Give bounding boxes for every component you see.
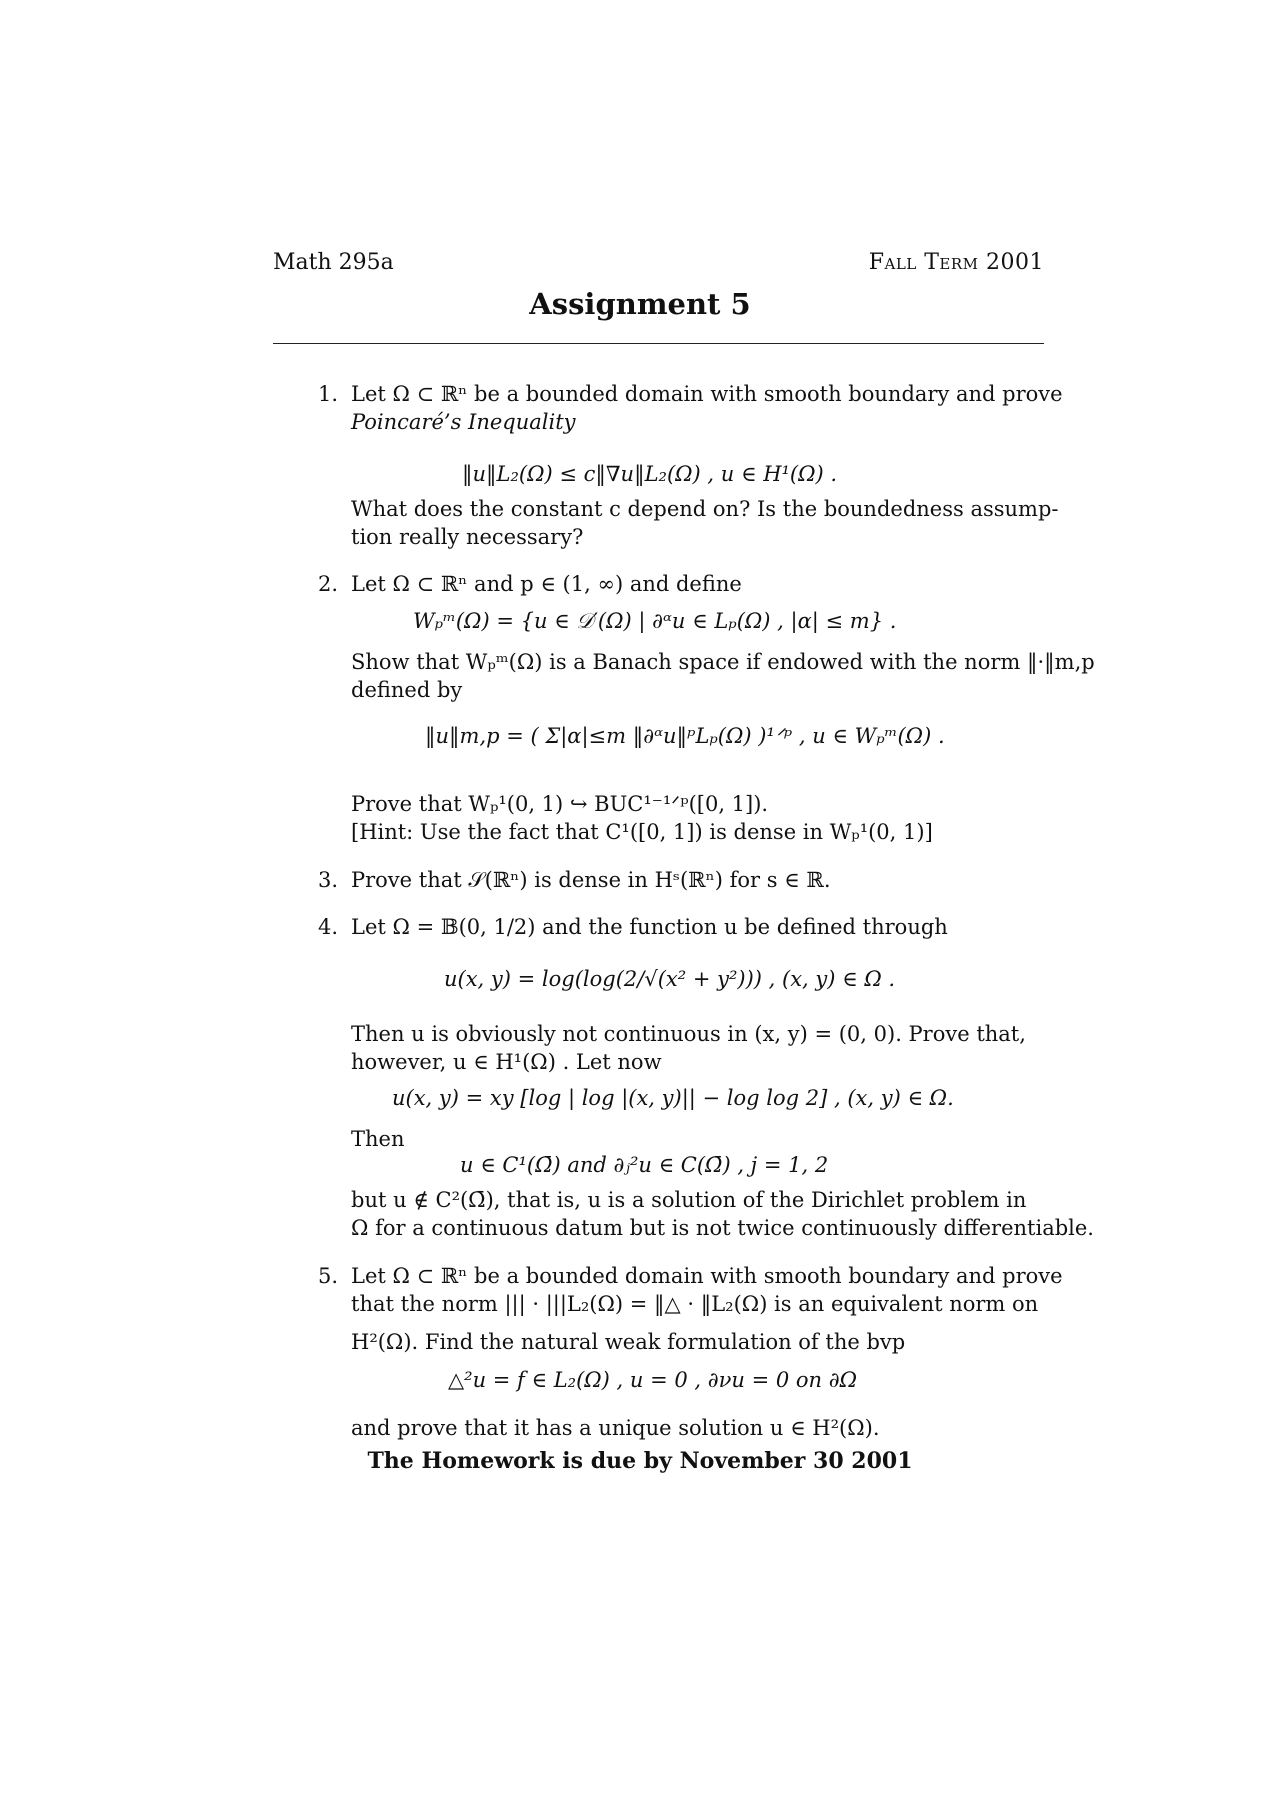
problem-1-number: 1.	[318, 382, 339, 406]
problem-2-line-7: [Hint: Use the fact that C¹([0, 1]) is dense in Wₚ¹(0, 1)]	[351, 820, 933, 844]
problem-5-line-5: and prove that it has a unique solution u ∈ H²(Ω).	[351, 1416, 880, 1440]
problem-1-equation: ‖u‖L₂(Ω) ≤ c‖∇u‖L₂(Ω) , u ∈ H¹(Ω) .	[462, 462, 838, 486]
problem-5-line-1: Let Ω ⊂ ℝⁿ be a bounded domain with smooth boundary and prove	[351, 1264, 1063, 1288]
problem-4-line-9: Ω for a continuous datum but is not twice continuously differentiable.	[351, 1216, 1094, 1240]
problem-1-line-2: Poincaré’s Inequality	[351, 410, 576, 434]
problem-4-equation-2: u(x, y) = xy [log | log |(x, y)|| − log log 2] , (x, y) ∈ Ω.	[392, 1086, 954, 1110]
problem-2-line-6: Prove that Wₚ¹(0, 1) ↪ BUC¹⁻¹ᐟᵖ([0, 1]).	[351, 792, 769, 816]
problem-5-number: 5.	[318, 1264, 339, 1288]
course-label: Math 295a	[273, 250, 394, 275]
problem-2-equation-2: ‖u‖m,p = ( Σ|α|≤m ‖∂ᵅu‖ᵖLₚ(Ω) )¹ᐟᵖ , u ∈ Wₚᵐ(Ω) .	[425, 724, 945, 748]
page-title: Assignment 5	[529, 287, 751, 321]
problem-5-line-2: that the norm ||| · |||L₂(Ω) = ‖△ · ‖L₂(Ω) is an equivalent norm on	[351, 1292, 1039, 1316]
problem-3-number: 3.	[318, 868, 339, 892]
problem-5-equation: △²u = f ∈ L₂(Ω) , u = 0 , ∂νu = 0 on ∂Ω	[448, 1368, 857, 1392]
problem-4-line-4: however, u ∈ H¹(Ω) . Let now	[351, 1050, 662, 1074]
problem-2-line-1: Let Ω ⊂ ℝⁿ and p ∈ (1, ∞) and define	[351, 572, 742, 596]
problem-3-line-1: Prove that 𝒮(ℝⁿ) is dense in Hˢ(ℝⁿ) for s ∈ ℝ.	[351, 868, 831, 892]
problem-1-line-4: What does the constant c depend on? Is the boundedness assump-	[351, 497, 1059, 521]
problem-2-line-3: Show that Wₚᵐ(Ω) is a Banach space if endowed with the norm ‖·‖m,p	[351, 650, 1095, 674]
problem-4-line-3: Then u is obviously not continuous in (x, y) = (0, 0). Prove that,	[351, 1022, 1026, 1046]
problem-4-equation-3: u ∈ C¹(Ω̄) and ∂ⱼ²u ∈ C(Ω̄) , j = 1, 2	[460, 1153, 829, 1177]
problem-2-equation-1: Wₚᵐ(Ω) = {u ∈ 𝒟′(Ω) | ∂ᵅu ∈ Lₚ(Ω) , |α| ≤ m} .	[413, 609, 897, 633]
problem-4-line-1: Let Ω = 𝔹(0, 1/2) and the function u be defined through	[351, 915, 948, 939]
problem-1-line-1: Let Ω ⊂ ℝⁿ be a bounded domain with smooth boundary and prove	[351, 382, 1063, 406]
problem-4-line-8: but u ∉ C²(Ω̄), that is, u is a solution of the Dirichlet problem in	[351, 1188, 1027, 1212]
problem-4-number: 4.	[318, 915, 339, 939]
term-label: Fall Term 2001	[868, 250, 1044, 275]
title-rule	[273, 343, 1044, 344]
problem-5-line-3: H²(Ω). Find the natural weak formulation of the bvp	[351, 1330, 906, 1354]
problem-4-line-6: Then	[351, 1127, 405, 1151]
due-date-note: The Homework is due by November 30 2001	[367, 1448, 913, 1474]
problem-2-number: 2.	[318, 572, 339, 596]
problem-4-equation-1: u(x, y) = log(log(2/√(x² + y²))) , (x, y) ∈ Ω .	[444, 967, 896, 991]
problem-2-line-4: defined by	[351, 678, 463, 702]
problem-1-line-5: tion really necessary?	[351, 525, 584, 549]
